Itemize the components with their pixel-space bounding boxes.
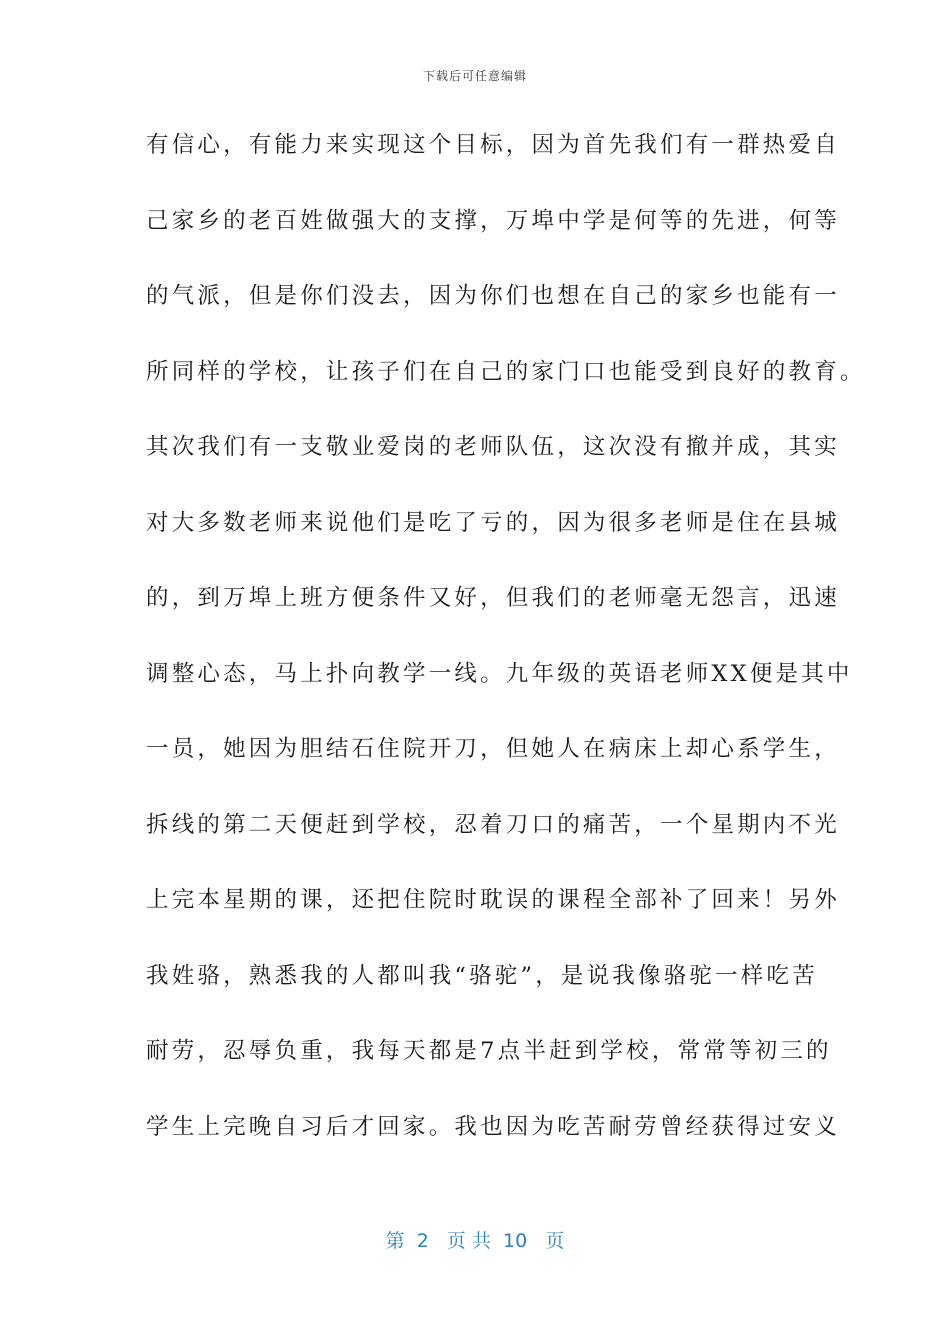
text-line: 有信心，有能力来实现这个目标，因为首先我们有一群热爱自 (146, 132, 840, 158)
text-line: 调整心态，马上扑向教学一线。九年级的英语老师XX便是其中 (146, 660, 853, 687)
text-line: 我姓骆，熟悉我的人都叫我“骆驼”，是说我像骆驼一样吃苦 (146, 962, 818, 989)
text-line: 学生上完晚自习后才回家。我也因为吃苦耐劳曾经获得过安义 (146, 1113, 840, 1140)
text-line: 己家乡的老百姓做强大的支撑，万埠中学是何等的先进，何等 (146, 207, 840, 234)
text-line: 对大多数老师来说他们是吃了亏的，因为很多老师是住在县城 (146, 509, 840, 536)
body-text (146, 127, 866, 1184)
text-line: 一员，她因为胆结石住院开刀，但她人在病床上却心系学生， (146, 736, 840, 762)
page-header: 下载后可任意编辑 (422, 69, 527, 83)
page-number-footer: 第 2 页 共 10 页 (385, 1230, 565, 1252)
text-line: 所同样的学校，让孩子们在自己的家门口也能受到良好的教育。 (146, 358, 866, 385)
text-line: 的气派，但是你们没去，因为你们也想在自己的家乡也能有一 (146, 283, 840, 309)
text-line: 拆线的第二天便赶到学校，忍着刀口的痛苦，一个星期内不光 (146, 811, 840, 838)
text-line: 耐劳，忍辱负重，我每天都是7点半赶到学校，常常等初三的 (146, 1038, 832, 1064)
text-line: 其次我们有一支敬业爱岗的老师队伍，这次没有撤并成，其实 (146, 434, 840, 460)
text-line: 上完本星期的课，还把住院时耽误的课程全部补了回来！另外 (146, 887, 840, 913)
text-line: 的，到万埠上班方便条件又好，但我们的老师毫无怨言，迅速 (146, 585, 840, 611)
